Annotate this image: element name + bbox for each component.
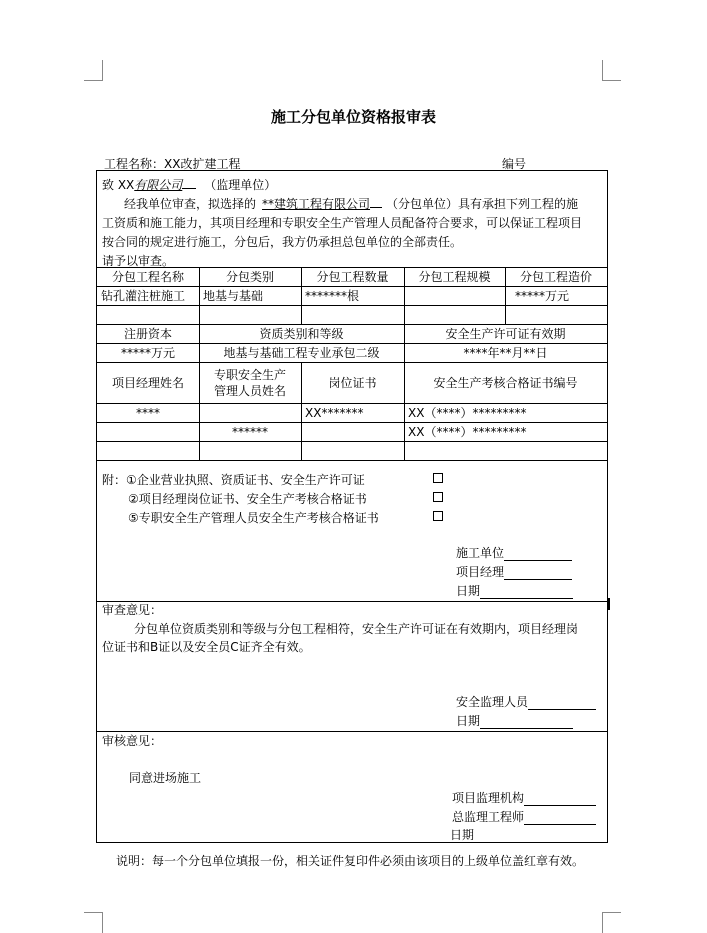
t1-header-type: 分包类别 (225, 269, 274, 284)
crop-mark-top-left (84, 60, 103, 81)
t1-header-name: 分包工程名称 (111, 269, 184, 284)
addressee-suffix: （监理单位） (204, 178, 277, 192)
t2-cell-capital: *****万元 (120, 345, 175, 360)
t3-header-post-cert: 岗位证书 (328, 375, 377, 390)
footnote: 说明：每一个分包单位填报一份，相关证件复印件必须由该项目的上级单位盖红章有效。 (116, 854, 585, 868)
supervision-org-sign: 项目监理机构 (452, 789, 596, 806)
table-row-cell: XX******* (305, 405, 364, 420)
project-name: 工程名称：XX改扩建工程 (104, 157, 241, 171)
t2-header-permit: 安全生产许可证有效期 (445, 326, 566, 341)
intro-line-2: 工资质和施工能力，其项目经理和专职安全生产管理人员配备符合要求，可以保证工程项目 (102, 216, 583, 230)
table-row-cell (97, 422, 199, 441)
attachment-item-2: ②项目经理岗位证书、安全生产考核合格证书 (128, 492, 367, 506)
review-date: 日期 (456, 712, 573, 729)
t2-header-qualification: 资质类别和等级 (259, 326, 344, 341)
t1-cell-cost: *****万元 (515, 288, 570, 303)
table-row-cell: **** (136, 405, 160, 420)
checkbox-attachment-1[interactable] (433, 473, 443, 483)
contractor-unit-sign: 施工单位 (456, 544, 572, 561)
checkbox-attachment-3[interactable] (433, 511, 443, 521)
review-text-1: 分包单位资质类别和等级与分包工程相符，安全生产许可证在有效期内，项目经理岗 (134, 622, 579, 636)
intro-line-3: 按合同的规定进行施工，分包后，我方仍承担总包单位的全部责任。 (102, 235, 463, 249)
audit-date: 日期 (450, 826, 572, 843)
addressee-prefix: 致 XX (102, 178, 135, 192)
t2-cell-permit: ****年**月**日 (463, 345, 548, 360)
checkbox-attachment-2[interactable] (433, 492, 443, 502)
page-title: 施工分包单位资格报审表 (270, 108, 436, 126)
table-row-cell (199, 403, 301, 422)
t1-header-quantity: 分包工程数量 (316, 269, 389, 284)
t2-cell-qualification: 地基与基础工程专业承包二级 (223, 345, 380, 360)
number-label: 编号 (502, 157, 527, 171)
contractor-manager-sign: 项目经理 (456, 563, 572, 580)
contractor-date: 日期 (456, 582, 573, 599)
t3-header-safety-staff: 专职安全生产 管理人员姓名 (213, 367, 286, 398)
safety-supervisor-sign: 安全监理人员 (456, 693, 596, 710)
t3-header-manager: 项目经理姓名 (111, 375, 184, 390)
crop-mark-top-right (602, 60, 621, 81)
approval-form (96, 170, 608, 843)
t1-cell-type: 地基与基础 (203, 288, 264, 303)
table-row-cell (301, 422, 404, 441)
review-text-2: 位证书和B证以及安全员C证齐全有效。 (102, 640, 311, 654)
attachment-item-1: 附：①企业营业执照、资质证书、安全生产许可证 (102, 473, 365, 487)
review-label: 审查意见： (102, 603, 163, 617)
text-cursor (608, 598, 610, 610)
addressee-company: 有限公司 (134, 178, 183, 192)
intro-line-1: 经我单位审查，拟选择的 **建筑工程有限公司 （分包单位）具有承担下列工程的施 (124, 197, 579, 211)
intro-line-4: 请予以审查。 (102, 254, 175, 268)
crop-mark-bottom-right (602, 912, 621, 933)
t2-header-capital: 注册资本 (123, 326, 172, 341)
table-row-cell: XX（****）********* (408, 405, 527, 420)
t1-cell-scale (404, 286, 505, 305)
chief-engineer-sign: 总监理工程师 (452, 808, 596, 825)
attachment-item-3: ⑤专职安全生产管理人员安全生产考核合格证书 (128, 511, 379, 525)
t1-cell-quantity: *******根 (305, 288, 360, 303)
t1-header-scale: 分包工程规模 (418, 269, 491, 284)
addressee-line (102, 176, 276, 193)
subcontractor-name: **建筑工程有限公司 (262, 197, 371, 211)
crop-mark-bottom-left (84, 912, 103, 933)
t1-cell-name: 钻孔灌注桩施工 (101, 288, 186, 303)
t3-header-safety-cert: 安全生产考核合格证书编号 (433, 375, 578, 390)
audit-opinion: 同意进场施工 (129, 771, 202, 785)
audit-label: 审核意见： (102, 734, 163, 748)
table-row-cell: ****** (232, 424, 268, 439)
t1-header-cost: 分包工程造价 (519, 269, 592, 284)
table-row-cell: XX（****）********* (408, 424, 527, 439)
